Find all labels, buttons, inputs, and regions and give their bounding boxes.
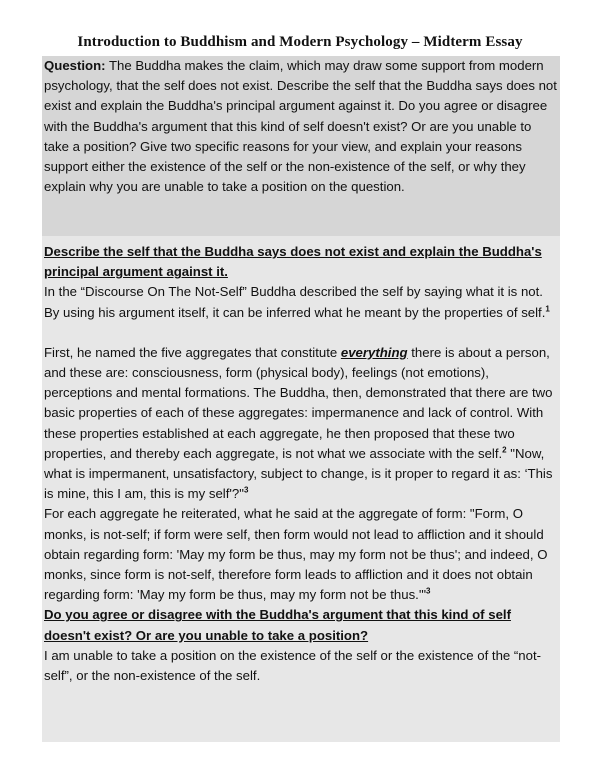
section2-text: I am unable to take a position on the existence of the self or the existence of the “not-self”, or the non-existence of the self. [44, 647, 542, 684]
answer-section-1 [44, 242, 558, 686]
emphasis-everything: everything [340, 344, 408, 360]
section1-paragraph-3: For each aggregate he reiterated, what he said at the aggregate of form: "Form, O monks, is not-self; if form were self, then form would not lead to affliction and it should obtain regarding form: 'May my form be thus, may my form not be thus'; and indeed, O monks, since form is not-self, therefore form leads to affliction and it does not obtain regarding form: 'May my form be thus, may my form not be thus.'"$^3$ [44, 506, 548, 603]
footnote-ref-3b: 3 [426, 586, 431, 596]
question-paragraph [44, 56, 558, 197]
footnote-ref-2: 2 [502, 445, 507, 455]
question-label: Question: [44, 58, 106, 73]
document-title: Introduction to Buddhism and Modern Psychology – Midterm Essay [77, 34, 523, 50]
question-block [44, 56, 558, 197]
section1-paragraph-2: First, he named the five aggregates that constitute everything there is about a person, and these are: consciousness, form (physical body), feelings (not emotions), perceptions and mental formations. The Buddha, then, demonstrated that there are two basic properties of each of these aggregates: impermanence and lack of control. With these properties established at each aggregate, he then proposed that these two properties, and thereby each aggregate, is not what we associate with the self.$^2$ "Now, what is impermanent, unsatisfactory, subject to change, is it proper to regard it as: ‘This is mine, this I am, this is my self'?"$^3$ [44, 344, 553, 502]
footnote-ref-1: 1 [545, 304, 550, 314]
section1-heading: Describe the self that the Buddha says does not exist and explain the Buddha's principal argument against it. [44, 244, 542, 280]
footnote-ref-3: 3 [243, 485, 249, 495]
question-text: The Buddha makes the claim, which may draw some support from modern psychology, that the self does not exist. Describe the self that the Buddha says does not exist and explain the Buddha's principal argument against it. Do you agree or disagree with the Buddha's argument that this kind of self doesn't exist? Or are you unable to take a position? Give two specific reasons for your view, and explain your reasons support either the existence of the self or the non-existence of the self, or why they explain why you are unable to take a position on the question. [44, 58, 557, 195]
section2-heading: Do you agree or disagree with the Buddha's argument that this kind of self doesn't exist? Or are you unable to take a position? [44, 607, 511, 643]
section1-intro: In the “Discourse On The Not-Self” Buddha described the self by saying what it is not. By using his argument itself, it can be inferred what he meant by the properties of self.$^1$ [44, 284, 550, 320]
